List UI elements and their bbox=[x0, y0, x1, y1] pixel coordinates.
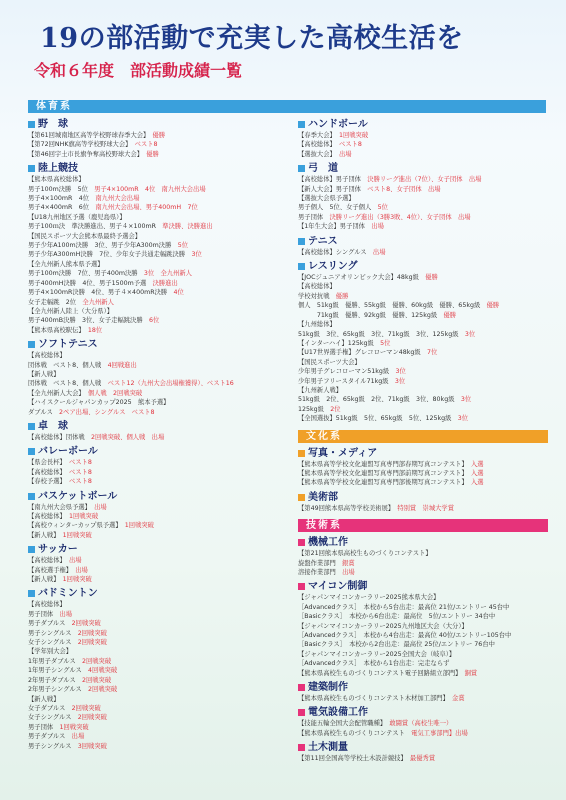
result-highlight: 3位 bbox=[454, 396, 472, 404]
result-highlight: 3位 bbox=[458, 330, 476, 338]
sports-category-bar: 体育系 bbox=[28, 100, 546, 113]
result-line: 【熊本県高校生ものづくりコンテスト木材加工部門】 金賞 bbox=[298, 695, 465, 703]
section bbox=[28, 490, 290, 544]
result-highlight: 決勝リーグ進出（3勝3敗、4位）、女子団体 出場 bbox=[323, 213, 471, 221]
section-title: サッカー bbox=[28, 543, 290, 556]
result-line: 【第49回熊本県高等学校美術展】 特別賞 崇城大学賞 bbox=[298, 504, 454, 512]
result-line: 【第61回城南地区高等学校野球春季大会】 優勝 bbox=[28, 132, 166, 139]
result-line: 【1年生大会】男子団体 出場 bbox=[298, 223, 384, 231]
result-highlight: 優勝 bbox=[139, 150, 159, 158]
square-bullet-icon bbox=[28, 165, 35, 172]
result-line: 男子シングルス 3回戦突破 bbox=[28, 742, 107, 750]
result-line: 【選抜大会県予選】 bbox=[298, 195, 355, 203]
result-highlight: 1回戦突破 bbox=[53, 723, 89, 731]
result-highlight: 5位 bbox=[171, 242, 188, 250]
result-line: 【全九州新人熊本県予選】 bbox=[28, 260, 104, 268]
result-line: 【県会長杯】 ベスト8 bbox=[28, 459, 92, 467]
result-line: 【U17世界選手権】グレコローマン48kg級 7位 bbox=[298, 349, 438, 357]
result-highlight: ベスト8 bbox=[128, 141, 158, 149]
result-line: 【全九州新人大会】 個人戦 2回戦突破 bbox=[28, 389, 143, 397]
result-line: 【国民スポーツ大会】 bbox=[298, 358, 361, 366]
section bbox=[28, 445, 290, 489]
section bbox=[298, 580, 548, 681]
result-highlight: 7位 bbox=[420, 349, 438, 357]
result-line: 【高校総体】 出場 bbox=[28, 557, 82, 565]
result-line: 男子100m決勝 7位、男子400m決勝 3位 全九州新人 bbox=[28, 270, 192, 278]
result-highlight: 銅賞 bbox=[458, 669, 478, 677]
section-title: 写真・メディア bbox=[298, 447, 548, 460]
right-column bbox=[298, 118, 548, 767]
result-line: 【新人戦】 bbox=[28, 695, 60, 703]
result-highlight: 2位 bbox=[323, 405, 341, 413]
result-line: ［Basicクラス］ 本校から6台出走：最高位 5位/エントリー 34台中 bbox=[298, 613, 496, 621]
result-line: 男子ダブルス 出場 bbox=[28, 733, 85, 741]
result-highlight: 出場 bbox=[68, 566, 88, 574]
section bbox=[28, 338, 290, 420]
result-line: 1年男子ダブルス 2回戦突破 bbox=[28, 657, 112, 665]
result-line: 【全九州新人陸上（大分県）】 bbox=[28, 307, 114, 315]
result-line: 【高校総体】 ベスト8 bbox=[28, 468, 92, 476]
result-line: 男子100m決勝 5位 男子4×100mR 4位 南九州大会出場 bbox=[28, 185, 206, 193]
result-line: 溶接作業部門 出場 bbox=[298, 569, 355, 576]
result-line: 女子シングルス 2回戦突破 bbox=[28, 639, 107, 647]
section-title: ハンドボール bbox=[298, 118, 548, 131]
result-highlight: 決勝リーグ進出（7位）、女子団体 出場 bbox=[360, 176, 482, 184]
square-bullet-icon bbox=[298, 744, 305, 751]
result-highlight: 優勝 bbox=[418, 274, 438, 282]
result-line: 【国民スポーツ大会熊本県最終予選会】 bbox=[28, 232, 142, 240]
result-line: 【新人大会】男子団体 ベスト8、女子団体 出場 bbox=[298, 185, 441, 193]
result-highlight: ベスト8 bbox=[62, 459, 92, 467]
result-line: 【高校総体】団体戦 2回戦突破、個人戦 出場 bbox=[28, 433, 165, 441]
result-highlight: 優勝 bbox=[146, 132, 166, 139]
section-title: レスリング bbox=[298, 260, 548, 273]
section-title: 美術部 bbox=[298, 491, 548, 504]
result-line: 男子少年A100m決勝 3位、男子少年A300m決勝 5位 bbox=[28, 242, 188, 250]
section bbox=[28, 587, 290, 754]
result-line: 2年男子ダブルス 2回戦突破 bbox=[28, 676, 112, 684]
result-highlight: 個人戦 2回戦突破 bbox=[81, 389, 143, 397]
result-highlight: 2回戦突破 bbox=[75, 657, 112, 665]
result-highlight: ベスト8、女子団体 出場 bbox=[360, 185, 441, 193]
result-highlight: 出場 bbox=[65, 733, 85, 741]
category-bar: 文化系 bbox=[298, 430, 548, 443]
result-line: 女子走幅跳 2位 全九州新人 bbox=[28, 298, 114, 306]
result-highlight: 2回戦突破 bbox=[75, 676, 112, 684]
result-line: 【新人戦】 1回戦突破 bbox=[28, 531, 92, 539]
section bbox=[298, 536, 548, 580]
section bbox=[28, 162, 290, 338]
result-highlight: 3位 全九州新人 bbox=[137, 270, 192, 278]
section bbox=[28, 543, 290, 587]
result-highlight: 出場 bbox=[364, 223, 384, 231]
result-line: 【熊本県高等学校文化連盟写真専門部前期写真コンテスト】 入選 bbox=[298, 469, 484, 477]
square-bullet-icon bbox=[298, 684, 305, 691]
result-highlight: 出場 bbox=[332, 150, 352, 158]
result-line: 【熊本県高校生ものづくりコンテスト 電気工事部門】出場 bbox=[298, 729, 468, 737]
result-highlight: 4回戦突破 bbox=[81, 667, 118, 675]
result-highlight: 1回戦突破 bbox=[332, 132, 369, 139]
result-highlight: ベスト8 bbox=[332, 141, 362, 149]
section-title: 電気設備工作 bbox=[298, 706, 548, 719]
result-line: 団体戦 ベスト8、個人戦 4回戦進出 bbox=[28, 361, 137, 369]
result-line: 【第11回全国高等学校土木設計競技】 最優秀賞 bbox=[298, 755, 436, 763]
result-line: 【高校総体】 bbox=[28, 601, 66, 609]
result-line: 125kg級 2位 bbox=[298, 405, 341, 413]
result-highlight: 敢闘賞（高校生唯一） bbox=[383, 720, 453, 728]
result-line: 男子400mH決勝 4位、男子1500m予選 決勝進出 bbox=[28, 279, 178, 287]
section-title: 建築制作 bbox=[298, 681, 548, 694]
result-line: 【第72回NHK旗高等学校野球大会】 ベスト8 bbox=[28, 141, 158, 149]
result-highlight: 2回戦突破、個人戦 出場 bbox=[84, 433, 165, 441]
result-highlight: ベスト12（九州大会出場権獲得）、ベスト16 bbox=[101, 380, 234, 388]
result-line: 少年男子グレコローマン51kg級 3位 bbox=[298, 368, 406, 376]
result-line: 【高校総体】 bbox=[28, 352, 66, 360]
result-line: 【高校総体】シングルス 出場 bbox=[298, 248, 386, 256]
category-bar: 技術系 bbox=[298, 519, 548, 532]
left-column bbox=[28, 118, 290, 754]
result-line: 旋盤作業部門 銀賞 bbox=[298, 559, 355, 567]
result-line: 【南九州大会県予選】 出場 bbox=[28, 503, 107, 511]
section bbox=[28, 420, 290, 445]
result-highlight: 特別賞 崇城大学賞 bbox=[391, 504, 454, 512]
square-bullet-icon bbox=[298, 583, 305, 590]
square-bullet-icon bbox=[298, 539, 305, 546]
square-bullet-icon bbox=[28, 121, 35, 128]
result-line: 【熊本県高等学校文化連盟写真専門部後期写真コンテスト】 入選 bbox=[298, 479, 484, 487]
result-highlight: 2回戦突破 bbox=[65, 704, 101, 712]
result-line: 女子シングルス 2回戦突破 bbox=[28, 714, 107, 722]
result-line: 【インターハイ】125kg級 5位 bbox=[298, 339, 391, 347]
section bbox=[298, 235, 548, 260]
result-line: 男子団体 出場 bbox=[28, 610, 73, 618]
result-line: 男子400mB決勝 3位、女子走幅跳決勝 6位 bbox=[28, 317, 160, 325]
page-subtitle: 令和６年度 部活動成績一覧 bbox=[34, 61, 243, 80]
result-highlight: 18位 bbox=[81, 326, 103, 334]
result-line: 【第46回宇土市長旗争奪高校野球大会】 優勝 bbox=[28, 150, 159, 158]
result-highlight: 入選 bbox=[464, 460, 484, 468]
result-highlight: 2回戦突破 bbox=[65, 620, 101, 628]
result-line: 【全国選抜】51kg級 5位、65kg級 5位、125kg級 3位 bbox=[298, 415, 469, 423]
result-highlight: 4回戦進出 bbox=[101, 361, 137, 369]
result-highlight: 最優秀賞 bbox=[403, 755, 436, 763]
result-highlight: 1回戦突破 bbox=[56, 576, 92, 584]
result-line: 女子ダブルス 2回戦突破 bbox=[28, 704, 101, 712]
result-line: ［Advancedクラス］ 本校から1台出走：完走ならず bbox=[298, 660, 450, 668]
result-highlight: 金賞 bbox=[445, 695, 465, 703]
section-title: バレーボール bbox=[28, 445, 290, 458]
result-line: 71kg級 優勝、92kg級 優勝、125kg級 優勝 bbox=[298, 311, 457, 319]
result-highlight: 2回戦突破 bbox=[71, 629, 107, 637]
result-highlight: 南九州大会出場、男子400mH 7位 bbox=[89, 204, 198, 212]
section-title: ソフトテニス bbox=[28, 338, 290, 351]
result-line: 【熊本県高等学校文化連盟写真専門部春期写真コンテスト】 入選 bbox=[298, 460, 484, 468]
result-line: 団体戦 ベスト8、個人戦 ベスト12（九州大会出場権獲得）、ベスト16 bbox=[28, 380, 234, 388]
result-highlight: 出場 bbox=[87, 503, 107, 511]
page-title: 19の部活動で充実した高校生活を bbox=[40, 23, 464, 54]
result-highlight: 6位 bbox=[142, 317, 160, 325]
square-bullet-icon bbox=[298, 450, 305, 457]
result-line: 51kg級 3位、65kg級 3位、71kg級 3位、125kg級 3位 bbox=[298, 330, 476, 338]
result-highlight: 優勝 bbox=[329, 292, 349, 300]
section-title: 野 球 bbox=[28, 118, 290, 131]
result-highlight: 男子4×100mR 4位 南九州大会出場 bbox=[87, 185, 206, 193]
result-line: 【ジャパンマイコンカーラリー2025全国大会（岐阜）】 bbox=[298, 650, 456, 658]
result-line: 【学年別大会】 bbox=[28, 648, 73, 656]
result-line: 【高校総体】 1回戦突破 bbox=[28, 513, 99, 520]
result-line: 【JOCジュニアオリンピック大会】48kg級 優勝 bbox=[298, 274, 438, 282]
result-line: 【高校ウィンターカップ県予選】 1回戦突破 bbox=[28, 522, 154, 530]
result-highlight: 5位 bbox=[373, 339, 391, 347]
result-highlight: 入選 bbox=[464, 469, 484, 477]
result-line: 【技能五輪全国大会配管職種】 敢闘賞（高校生唯一） bbox=[298, 720, 453, 728]
result-line: 男子ダブルス 2回戦突破 bbox=[28, 620, 101, 628]
section bbox=[28, 118, 290, 162]
result-line: 学校対抗戦 優勝 bbox=[298, 292, 349, 300]
result-highlight: 電気工事部門】出場 bbox=[404, 729, 468, 737]
result-highlight: 全九州新人 bbox=[76, 298, 114, 306]
result-highlight: ベスト8 bbox=[62, 478, 92, 486]
result-highlight: 決勝進出 bbox=[146, 279, 178, 287]
result-highlight: 2回戦突破 bbox=[81, 686, 118, 694]
section-title: 機械工作 bbox=[298, 536, 548, 549]
result-highlight: 出場 bbox=[366, 248, 386, 256]
section bbox=[298, 491, 548, 516]
result-highlight: 銀賞 bbox=[335, 559, 355, 567]
result-line: 男子100ｍ決 準決勝進出、男子４×100mR 準決勝、決勝進出 bbox=[28, 223, 213, 231]
section-title: テニス bbox=[298, 235, 548, 248]
result-line: 【ハイスクールジャパンカップ2025 熊本予選】 bbox=[28, 399, 170, 407]
result-highlight: 優勝 bbox=[480, 302, 500, 310]
header bbox=[0, 0, 566, 96]
section-title: 卓 球 bbox=[28, 420, 290, 433]
result-highlight: 出場 bbox=[53, 610, 73, 618]
result-line: 【第21回熊本県高校生ものづくりコンテスト】 bbox=[298, 550, 432, 558]
result-line: 【高校総体】 ベスト8 bbox=[298, 141, 362, 149]
result-highlight: 優勝 bbox=[437, 311, 457, 319]
result-line: 男子団体 決勝リーグ進出（3勝3敗、4位）、女子団体 出場 bbox=[298, 213, 471, 221]
result-highlight: 出場 bbox=[62, 557, 82, 565]
result-highlight: ベスト8 bbox=[62, 468, 92, 476]
section bbox=[298, 681, 548, 706]
result-highlight: 4位 bbox=[167, 289, 184, 297]
square-bullet-icon bbox=[28, 341, 35, 348]
result-line: 【春季大会】 1回戦突破 bbox=[298, 132, 369, 139]
result-highlight: 3位 bbox=[451, 415, 469, 423]
square-bullet-icon bbox=[298, 238, 305, 245]
result-highlight: 1回戦突破 bbox=[62, 513, 99, 520]
result-highlight: 3位 bbox=[388, 377, 406, 385]
section-title: マイコン制御 bbox=[298, 580, 548, 593]
result-line: ［Advancedクラス］ 本校から4台出走：最高位 40位/エントリー105台中 bbox=[298, 632, 512, 640]
square-bullet-icon bbox=[298, 263, 305, 270]
result-highlight: 入選 bbox=[464, 479, 484, 487]
result-line: 【ジャパンマイコンカーラリー2025熊本県大会】 bbox=[298, 594, 440, 602]
square-bullet-icon bbox=[298, 494, 305, 501]
section-title: 弓 道 bbox=[298, 162, 548, 175]
result-line: ダブルス 2ペア出場、シングルス ベスト8 bbox=[28, 408, 155, 416]
section bbox=[298, 706, 548, 741]
section bbox=[298, 162, 548, 234]
result-line: 男子4×400mR 6位 南九州大会出場、男子400mH 7位 bbox=[28, 204, 198, 212]
result-highlight: 南九州大会出場 bbox=[89, 195, 140, 203]
result-highlight: 2回戦突破 bbox=[71, 639, 107, 647]
square-bullet-icon bbox=[28, 493, 35, 500]
square-bullet-icon bbox=[28, 423, 35, 430]
result-line: 男子少年A300mH決勝 7位、少年女子共通走幅跳決勝 3位 bbox=[28, 251, 202, 259]
result-line: 【ジャパンマイコンカーラリー2025九州地区大会（大分）】 bbox=[298, 622, 468, 630]
square-bullet-icon bbox=[28, 448, 35, 455]
section bbox=[298, 118, 548, 162]
result-line: 男子個人 5位、女子個人 5位 bbox=[298, 204, 388, 212]
section bbox=[298, 260, 548, 427]
square-bullet-icon bbox=[28, 590, 35, 597]
section-title: バスケットボール bbox=[28, 490, 290, 503]
result-highlight: 5位 bbox=[371, 204, 388, 212]
result-highlight: 出場 bbox=[335, 569, 355, 576]
section bbox=[298, 447, 548, 491]
result-line: 【高校総体】男子団体 決勝リーグ進出（7位）、女子団体 出場 bbox=[298, 176, 482, 184]
result-line: 【九州総体】 bbox=[298, 321, 336, 329]
result-line: 少年男子フリースタイル71kg級 3位 bbox=[298, 377, 406, 385]
result-line: 2年男子シングルス 2回戦突破 bbox=[28, 686, 118, 694]
result-line: 【熊本県高校駅伝】 18位 bbox=[28, 326, 103, 334]
square-bullet-icon bbox=[28, 546, 35, 553]
result-line: 男子団体 1回戦突破 bbox=[28, 723, 89, 731]
result-highlight: 3位 bbox=[185, 251, 202, 259]
result-line: 【新人戦】 bbox=[28, 370, 60, 378]
result-line: 【新人戦】 1回戦突破 bbox=[28, 576, 92, 584]
result-highlight: 3位 bbox=[389, 368, 406, 376]
result-highlight: 1回戦突破 bbox=[56, 531, 92, 539]
result-line: 【九州新人戦】 bbox=[298, 386, 343, 394]
result-line: 1年男子シングルス 4回戦突破 bbox=[28, 667, 118, 675]
result-line: 【春校予選】 ベスト8 bbox=[28, 478, 92, 486]
result-line: 個人 51kg級 優勝、55kg級 優勝、60kg級 優勝、65kg級 優勝 bbox=[298, 302, 500, 310]
result-line: 男子シングルス 2回戦突破 bbox=[28, 629, 107, 637]
result-highlight: 1回戦突破 bbox=[118, 522, 154, 530]
result-line: 【高校総体】 bbox=[298, 283, 336, 291]
result-line: 【高校選手権】 出場 bbox=[28, 566, 88, 574]
result-line: 男子4×100mR決勝 4位、男子４×400mR決勝 4位 bbox=[28, 289, 184, 297]
result-line: ［Advancedクラス］ 本校から5台出走：最高位 21位/エントリー 45台中 bbox=[298, 603, 510, 611]
result-line: 男子4×100mR 4位 南九州大会出場 bbox=[28, 195, 140, 203]
result-highlight: 3回戦突破 bbox=[71, 742, 107, 750]
result-highlight: 2回戦突破 bbox=[71, 714, 107, 722]
result-line: 51kg級 2位、65kg級 2位、71kg級 3位、80kg級 3位 bbox=[298, 396, 472, 404]
section-title: 土木測量 bbox=[298, 741, 548, 754]
square-bullet-icon bbox=[298, 165, 305, 172]
section-title: 陸上競技 bbox=[28, 162, 290, 175]
square-bullet-icon bbox=[298, 709, 305, 716]
result-line: 【選抜大会】 出場 bbox=[298, 150, 352, 158]
result-line: 【熊本県高校総体】 bbox=[28, 176, 85, 184]
result-highlight: 準決勝、決勝進出 bbox=[155, 223, 213, 231]
result-line: 【U18九州地区予選（鹿児島県）】 bbox=[28, 213, 126, 221]
result-line: ［Basicクラス］ 本校から2台出走：最高位 25位/エントリー 76台中 bbox=[298, 641, 495, 649]
result-highlight: 2ペア出場、シングルス ベスト8 bbox=[52, 408, 155, 416]
result-line: 【熊本県高校生ものづくりコンテスト電子回路組立部門】 銅賞 bbox=[298, 669, 478, 677]
section bbox=[298, 741, 548, 766]
square-bullet-icon bbox=[298, 121, 305, 128]
section-title: バドミントン bbox=[28, 587, 290, 600]
